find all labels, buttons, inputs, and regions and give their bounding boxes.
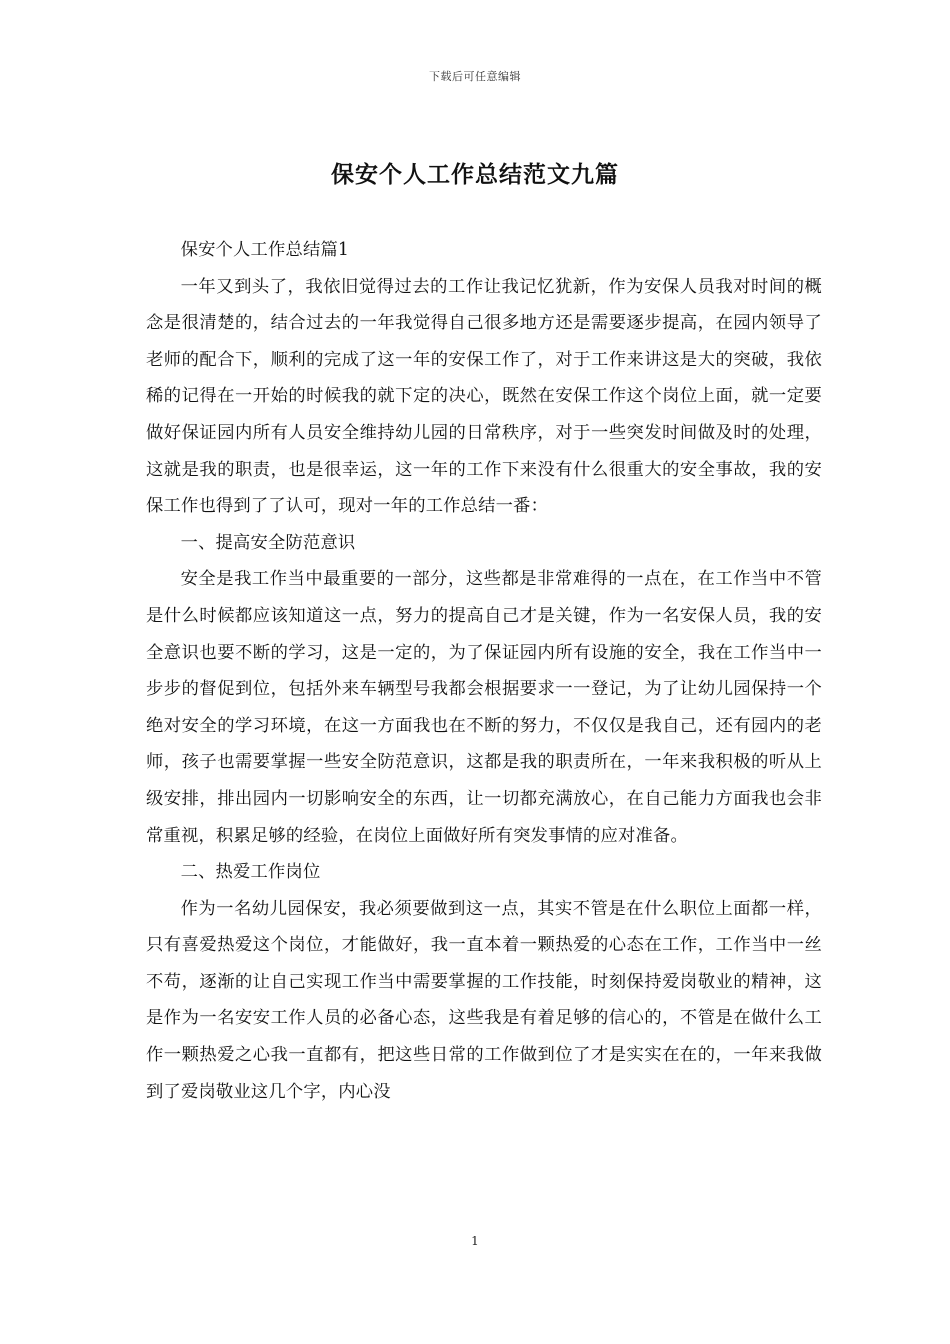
document-title: 保安个人工作总结范文九篇 (331, 161, 619, 188)
page-header: 下载后可任意编辑 (429, 70, 521, 83)
body-paragraph: 安全是我工作当中最重要的一部分，这些都是非常难得的一点在，在工作当中不管是什么时候都应该知道这一点，努力的提高自己才是关键，作为一名安保人员，我的安全意识也要不断的学习，这是一定的，为了保证园内所有设施的安全，我在工作当中一步步的督促到位，包括外来车辆型号我都会根据要求一一登记，为了让幼儿园保持一个绝对安全的学习环境，在这一方面我也在不断的努力，不仅仅是我自己，还有园内的老师，孩子也需要掌握一些安全防范意识，这都是我的职责所在，一年来我积极的听从上级安排，排出园内一切影响安全的东西，让一切都充满放心，在自己能力方面我也会非常重视，积累足够的经验，在岗位上面做好所有突发事情的应对准备。 (146, 569, 822, 846)
section-heading: 保安个人工作总结篇1 (180, 240, 350, 260)
subsection-heading: 二、热爱工作岗位 (180, 862, 321, 883)
document-body (146, 232, 822, 1110)
page-number: 1 (471, 1234, 479, 1248)
body-paragraph: 一年又到头了，我依旧觉得过去的工作让我记忆犹新，作为安保人员我对时间的概念是很清楚的，结合过去的一年我觉得自己很多地方还是需要逐步提高，在园内领导了老师的配合下，顺利的完成了这一年的安保工作了，对于工作来讲这是大的突破，我依稀的记得在一开始的时候我的就下定的决心，既然在安保工作这个岗位上面，就一定要做好保证园内所有人员安全维持幼儿园的日常秩序，对于一些突发时间做及时的处理，这就是我的职责，也是很幸运，这一年的工作下来没有什么很重大的安全事故，我的安保工作也得到了了认可，现对一年的工作总结一番： (146, 276, 822, 517)
body-paragraph: 作为一名幼儿园保安，我必须要做到这一点，其实不管是在什么职位上面都一样，只有喜爱热爱这个岗位，才能做好，我一直本着一颗热爱的心态在工作，工作当中一丝不苟，逐渐的让自己实现工作当中需要掌握的工作技能，时刻保持爱岗敬业的精神，这是作为一名安安工作人员的必备心态，这些我是有着足够的信心的，不管是在做什么工作一颗热爱之心我一直都有，把这些日常的工作做到位了才是实实在在的，一年来我做到了爱岗敬业这几个字，内心没 (146, 898, 822, 1102)
subsection-heading: 一、提高安全防范意识 (180, 532, 356, 553)
